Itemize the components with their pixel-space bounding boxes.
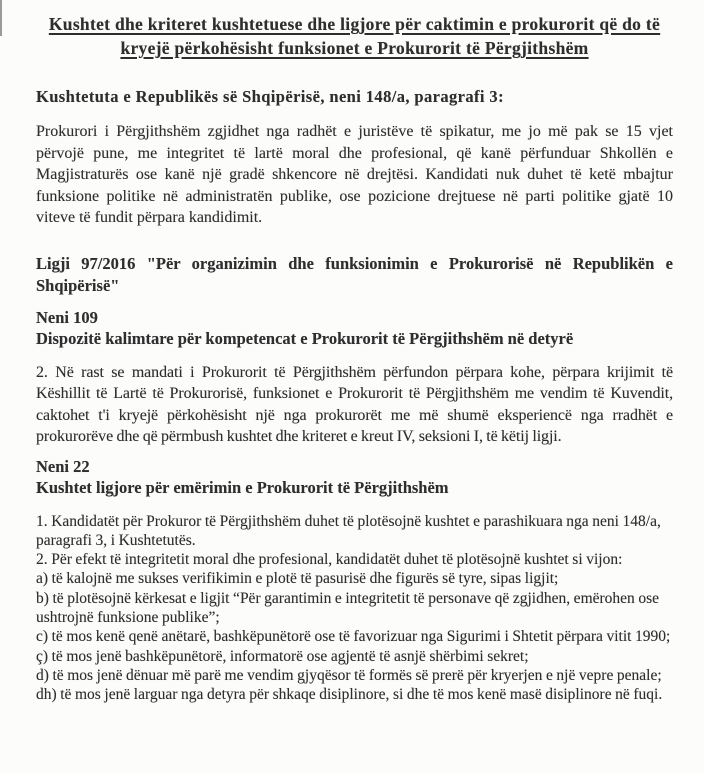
law-heading: Ligji 97/2016 "Për organizimin dhe funksionimin e Prokurorisë në Republikën e Shqipërisë" (36, 253, 673, 295)
constitution-paragraph: Prokurori i Përgjithshëm zgjidhet nga radhët e juristëve të spikatur, me jo më pak se 15 vjet përvojë pune, me integritet të lartë moral dhe profesional, që kanë përfunduar Shkollën e Magjistraturës ose kanë një gradë shkencore në drejtësi. Kandidati nuk duhet të ketë mbajtur funksione politike në administratën publike, ose pozicione drejtuese në parti politike gjatë 10 viteve të fundit përpara kandidimit. (36, 123, 673, 226)
constitution-heading: Kushtetuta e Republikës së Shqipërisë, neni 148/a, paragrafi 3: (36, 87, 504, 106)
list-item-d: d) të mos jenë dënuar më parë me vendim gjyqësor të formës së prerë për kryerjen e një vepre penale; (36, 666, 662, 684)
list-item-ç: ç) të mos jenë bashkëpunëtorë, informatorë ose agjentë të asnjë shërbimi sekret; (36, 647, 529, 665)
article-22-conditions-list (36, 512, 673, 705)
article-22-number: Neni 22 (36, 456, 90, 476)
list-item-c: c) të mos kenë qenë anëtarë, bashkëpunëtorë ose të favorizuar nga Sigurimi i Shtetit përpara vitit 1990; (36, 628, 671, 646)
document-title: Kushtet dhe kriteret kushtetuese dhe ligjore për caktimin e prokurorit që do të kryejë përkohësisht funksionet e Prokurorit të Përgjithshëm (48, 14, 661, 58)
article-109-header (36, 307, 673, 349)
list-item-2: 2. Për efekt të integritetit moral dhe profesional, kandidatët duhet të plotësojnë kushtet si vijon: (36, 551, 623, 569)
list-item-a: a) të kalojnë me sukses verifikimin e plotë të pasurisë dhe figurës së tyre, sipas ligjit; (36, 570, 559, 588)
article-22-header (36, 456, 673, 498)
scan-artifact-line (0, 0, 2, 36)
list-item-dh: dh) të mos jenë larguar nga detyra për shkaqe disiplinore, si dhe të mos kenë masë disiplinore në fuqi. (36, 686, 663, 704)
article-22-title: Kushtet ligjore për emërimin e Prokurorit të Përgjithshëm (36, 477, 449, 497)
list-item-b: b) të plotësojnë kërkesat e ligjit “Për garantimin e integritetit të personave që zgjidhen, emërohen ose ushtrojnë funksione publike”; (36, 589, 660, 626)
article-109-paragraph: 2. Në rast se mandati i Prokurorit të Përgjithshëm përfundon përpara kohe, përpara krijimit të Këshillit të Lartë të Prokurorisë, funksionet e Prokurorit të Përgjithshëm me vendim të Kuvendit, caktohet t'i kryejë përkohësisht një nga prokurorët me më shumë eksperiencë nga rradhët e prokurorëve dhe që përmbush kushtet dhe kriteret e kreut IV, seksioni I, të këtij ligji. (36, 363, 673, 445)
list-item-1: 1. Kandidatët për Prokuror të Përgjithshëm duhet të plotësojnë kushtet e parashikuara nga neni 148/a, paragrafi 3, i Kushtetutës. (36, 512, 661, 549)
article-109-title: Dispozitë kalimtare për kompetencat e Prokurorit të Përgjithshëm në detyrë (36, 328, 574, 348)
article-109-number: Neni 109 (36, 307, 98, 327)
